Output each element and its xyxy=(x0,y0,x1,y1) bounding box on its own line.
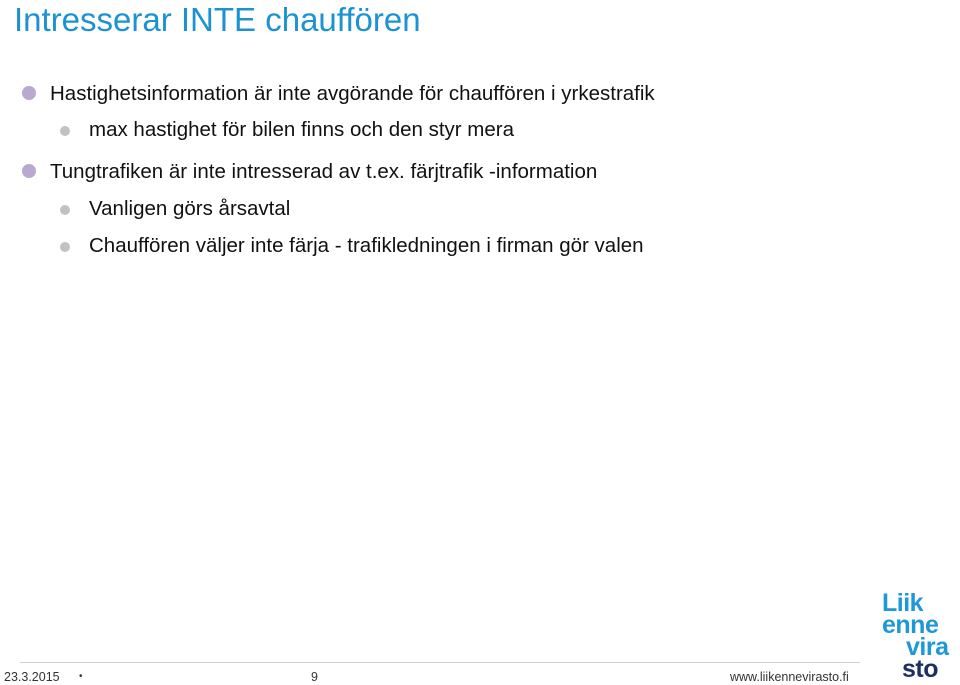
bullet-item: Tungtrafiken är inte intresserad av t.ex. färjtrafik -information xyxy=(50,160,598,183)
footer-divider xyxy=(20,662,860,663)
bullet-item: Hastighetsinformation är inte avgörande för chauffören i yrkestrafik xyxy=(50,82,655,105)
sub-bullet-dot-icon xyxy=(60,205,70,215)
sub-bullet-item: Chauffören väljer inte färja - trafikledningen i firman gör valen xyxy=(89,234,644,257)
logo-line: enne xyxy=(882,611,939,639)
sub-bullet-dot-icon xyxy=(60,126,70,136)
logo-line: vira xyxy=(906,633,949,661)
sub-bullet-item: Vanligen görs årsavtal xyxy=(89,197,291,220)
sub-bullet-dot-icon xyxy=(60,242,70,252)
footer-separator: • xyxy=(79,671,83,682)
page-number: 9 xyxy=(311,670,318,684)
sub-bullet-item: max hastighet för bilen finns och den styr mera xyxy=(89,118,515,141)
slide-title: Intresserar INTE chauffören xyxy=(14,1,421,38)
liikennevirasto-logo xyxy=(880,589,960,685)
logo-line: sto xyxy=(902,655,938,683)
bullet-dot-icon xyxy=(22,164,36,178)
footer-url: www.liikennevirasto.fi xyxy=(730,670,849,684)
logo-line: Liik xyxy=(882,589,924,617)
bullet-dot-icon xyxy=(22,86,36,100)
footer-date: 23.3.2015 xyxy=(4,670,60,684)
